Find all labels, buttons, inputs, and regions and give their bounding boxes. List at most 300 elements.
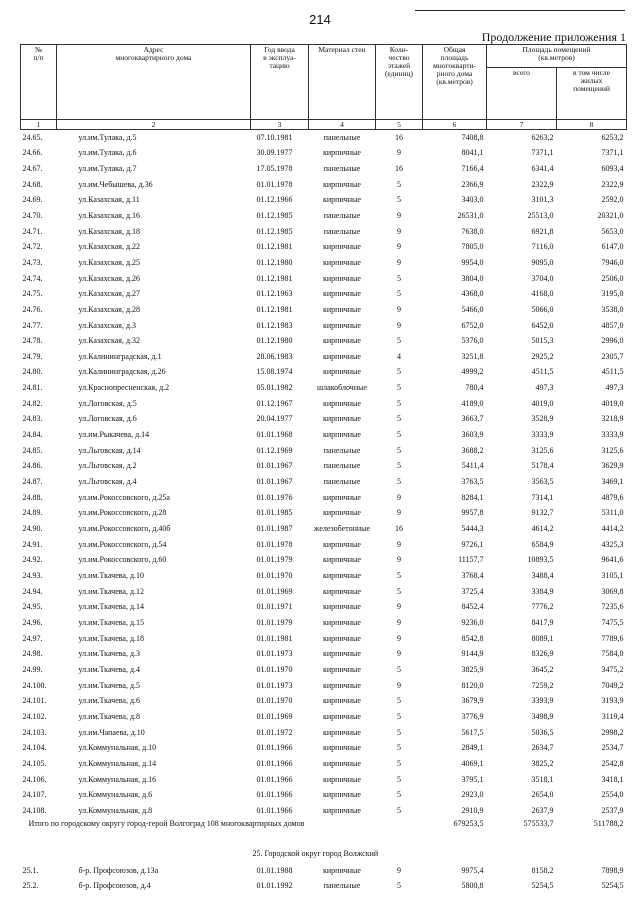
row-premises-area: 8417,9 — [531, 617, 554, 627]
row-address: ул.им.Ткачева, д.18 — [78, 633, 145, 643]
table-row — [21, 772, 627, 788]
row-number: 24.84. — [22, 430, 43, 440]
row-year: 01.01.1971 — [256, 602, 293, 612]
row-material: кирпичные — [323, 758, 361, 768]
row-premises-area: 9132,7 — [531, 508, 554, 518]
row-number: 24.104. — [22, 743, 47, 753]
row-living-area: 3538,0 — [601, 304, 624, 314]
row-year: 01.01.1972 — [256, 727, 293, 737]
row-floors: 9 — [397, 210, 401, 220]
header-address: Адрес многоквартирного дома — [57, 45, 251, 120]
row-living-area: 2305,7 — [601, 351, 624, 361]
row-floors: 9 — [397, 865, 401, 875]
row-number: 24.65. — [22, 132, 43, 142]
row-material: кирпичные — [323, 289, 361, 299]
row-material: кирпичные — [323, 571, 361, 580]
row-floors: 5 — [397, 273, 401, 283]
row-total-area: 3776,9 — [461, 711, 484, 721]
row-floors: 9 — [397, 492, 401, 502]
row-material: панельные — [323, 461, 361, 471]
row-premises-area: 6584,9 — [531, 539, 554, 549]
column-number: 2 — [57, 120, 251, 130]
row-address: ул.Логовская, д.5 — [78, 398, 137, 408]
row-total-area: 4999,2 — [461, 367, 484, 377]
row-year: 01.01.1966 — [256, 743, 293, 753]
row-address: ул.им.Рыкачева, д.14 — [78, 430, 150, 440]
row-total-area: 3795,1 — [461, 774, 484, 784]
row-address: ул.Казахская, д.27 — [78, 289, 141, 299]
row-material: кирпичные — [323, 586, 361, 596]
row-living-area: 3469,1 — [601, 477, 624, 487]
row-address: ул.Казахская, д.26 — [78, 273, 141, 283]
row-material: кирпичные — [323, 790, 361, 800]
row-total-area: 3804,0 — [461, 273, 484, 283]
table-row — [21, 662, 627, 678]
row-total-area: 9726,1 — [461, 539, 484, 549]
row-premises-area: 4614,2 — [531, 524, 554, 534]
row-premises-area: 7116,0 — [531, 242, 554, 252]
row-premises-area: 3384,9 — [531, 586, 554, 596]
row-floors: 5 — [397, 289, 401, 299]
row-number: 24.75. — [22, 289, 43, 299]
row-year: 01.12.1963 — [256, 289, 293, 299]
row-living-area: 4879,6 — [601, 492, 624, 502]
header-total: Общая площадь многокварти- рного дома (кв.метров) — [423, 45, 487, 120]
row-material: панельные — [323, 210, 361, 220]
table-row — [21, 365, 627, 381]
row-floors: 5 — [397, 881, 401, 891]
row-material: кирпичные — [323, 508, 361, 518]
district-header-row — [21, 845, 627, 863]
row-living-area: 2542,8 — [601, 758, 624, 768]
row-total-area: 9975,4 — [461, 865, 484, 875]
row-number: 24.93. — [22, 571, 43, 580]
row-year: 01.01.1979 — [256, 617, 293, 627]
row-premises-area: 3498,9 — [531, 711, 554, 721]
row-address: ул.Калининградская, д.26 — [78, 367, 166, 377]
row-material: кирпичные — [323, 367, 361, 377]
row-living-area: 4857,0 — [601, 320, 624, 330]
row-premises-area: 7371,1 — [531, 148, 554, 158]
row-floors: 5 — [397, 461, 401, 471]
row-number: 24.85. — [22, 445, 43, 455]
row-premises-area: 3528,9 — [531, 414, 554, 424]
row-year: 01.01.1969 — [256, 711, 293, 721]
row-premises-area: 4019,0 — [531, 398, 554, 408]
row-number: 24.77. — [22, 320, 43, 330]
row-floors: 9 — [397, 680, 401, 690]
row-address: ул.им.Ткачева, д.12 — [78, 586, 145, 596]
row-living-area: 4511,5 — [601, 367, 624, 377]
row-premises-area: 8158,2 — [531, 865, 554, 875]
row-year: 01.12.1981 — [256, 273, 293, 283]
row-premises-area: 3125,6 — [531, 445, 554, 455]
row-premises-area: 3393,9 — [531, 696, 554, 706]
row-number: 24.78. — [22, 336, 43, 346]
row-address: ул.им.Ткачева, д.8 — [78, 711, 141, 721]
row-address: ул.Краснопресненская, д.2 — [78, 383, 170, 393]
table-row — [21, 334, 627, 350]
table-row — [21, 506, 627, 522]
row-material: кирпичные — [323, 257, 361, 267]
table-row — [21, 521, 627, 537]
row-total-area: 2923,0 — [461, 790, 484, 800]
table-row — [21, 553, 627, 569]
table-row — [21, 741, 627, 757]
row-address: ул.Коммунальная, д.8 — [78, 805, 153, 815]
row-living-area: 4414,2 — [601, 524, 624, 534]
row-total-area: 3725,4 — [461, 586, 484, 596]
table-row — [21, 224, 627, 240]
row-number: 24.97. — [22, 633, 43, 643]
row-living-area: 6253,2 — [601, 132, 624, 142]
table-row — [21, 177, 627, 193]
row-year: 01.01.1968 — [256, 430, 293, 440]
row-number: 24.105. — [22, 758, 47, 768]
header-material: Материал стен — [309, 45, 376, 120]
row-premises-area: 3563,5 — [531, 477, 554, 487]
table-row — [21, 271, 627, 287]
row-premises-area: 8089,1 — [531, 633, 554, 643]
header-year: Год ввода в эксплуа- тацию — [251, 45, 309, 120]
row-premises-area: 10893,5 — [527, 555, 554, 565]
row-year: 28.06.1983 — [256, 351, 293, 361]
row-floors: 5 — [397, 195, 401, 205]
table-row — [21, 130, 627, 146]
row-number: 24.68. — [22, 179, 43, 189]
row-year: 01.01.1981 — [256, 633, 293, 643]
row-number: 24.67. — [22, 163, 43, 173]
row-address: ул.Льговская, д.14 — [78, 445, 141, 455]
table-row — [21, 287, 627, 303]
row-address: ул.им.Ткачева, д.10 — [78, 571, 145, 580]
row-premises-area: 3825,2 — [531, 758, 554, 768]
row-premises-area: 2654,0 — [531, 790, 554, 800]
row-year: 01.12.1980 — [256, 336, 293, 346]
row-floors: 5 — [397, 586, 401, 596]
row-material: панельные — [323, 226, 361, 236]
row-year: 01.12.1983 — [256, 320, 293, 330]
row-floors: 5 — [397, 398, 401, 408]
row-floors: 16 — [395, 163, 403, 173]
row-number: 24.76. — [22, 304, 43, 314]
header-num: № п/п — [21, 45, 57, 120]
row-material: кирпичные — [323, 711, 361, 721]
row-year: 01.01.1973 — [256, 680, 293, 690]
row-total-area: 9954,0 — [461, 257, 484, 267]
top-rule — [415, 10, 625, 11]
row-living-area: 3125,6 — [601, 445, 624, 455]
row-year: 01.01.1973 — [256, 649, 293, 659]
row-floors: 16 — [395, 524, 403, 534]
table-row — [21, 302, 627, 318]
row-total-area: 2910,9 — [461, 805, 484, 815]
row-year: 01.01.1976 — [256, 492, 293, 502]
row-living-area: 7049,2 — [601, 680, 624, 690]
row-address: ул.Казахская, д.32 — [78, 336, 141, 346]
row-year: 01.01.1978 — [256, 539, 293, 549]
row-premises-area: 3704,0 — [531, 273, 554, 283]
row-number: 24.82. — [22, 398, 43, 408]
row-number: 24.89. — [22, 508, 43, 518]
table-row — [21, 240, 627, 256]
row-premises-area: 6341,4 — [531, 163, 554, 173]
row-living-area: 2506,0 — [601, 273, 624, 283]
row-address: ул.Казахская, д.16 — [78, 210, 141, 220]
row-material: кирпичные — [323, 696, 361, 706]
column-number: 1 — [21, 120, 57, 130]
row-living-area: 497,3 — [605, 383, 624, 393]
row-address: ул.им.Ткачева, д.5 — [78, 680, 141, 690]
row-material: кирпичные — [323, 649, 361, 659]
row-total-area: 8041,1 — [461, 148, 484, 158]
table-row — [21, 459, 627, 475]
row-address: ул.Казахская, д.18 — [78, 226, 141, 236]
row-living-area: 2322,9 — [601, 179, 624, 189]
row-material: кирпичные — [323, 320, 361, 330]
table-row — [21, 647, 627, 663]
row-address: ул.Коммунальная, д.16 — [78, 774, 157, 784]
table-row — [21, 490, 627, 506]
row-living-area: 3119,4 — [601, 711, 624, 721]
row-address: ул.им.Тулака, д.7 — [78, 163, 137, 173]
row-number: 24.106. — [22, 774, 47, 784]
row-year: 01.12.1969 — [256, 445, 293, 455]
row-floors: 5 — [397, 414, 401, 424]
row-total-area: 3403,0 — [461, 195, 484, 205]
row-material: кирпичные — [323, 492, 361, 502]
row-material: кирпичные — [323, 743, 361, 753]
row-premises-area: 2634,7 — [531, 743, 554, 753]
row-floors: 9 — [397, 148, 401, 158]
row-year: 01.01.1978 — [256, 179, 293, 189]
table-row — [21, 584, 627, 600]
row-material: панельные — [323, 163, 361, 173]
row-premises-area: 3518,1 — [531, 774, 554, 784]
row-address: б-р. Профсоюзов, д.4 — [78, 881, 151, 891]
row-address: ул.им.Рокоссовского, д.54 — [78, 539, 167, 549]
subtotal-row — [21, 819, 627, 845]
row-year: 30.09.1977 — [256, 148, 293, 158]
row-address: ул.Коммунальная, д.10 — [78, 743, 157, 753]
row-premises-area: 3333,9 — [531, 430, 554, 440]
row-total-area: 5800,8 — [461, 881, 484, 891]
row-living-area: 7584,0 — [601, 649, 624, 659]
row-living-area: 2996,0 — [601, 336, 624, 346]
row-total-area: 4368,0 — [461, 289, 484, 299]
row-total-area: 7408,8 — [461, 132, 484, 142]
district-header: 25. Городской округ город Волжский — [252, 848, 379, 858]
row-floors: 9 — [397, 555, 401, 565]
row-premises-area: 7776,2 — [531, 602, 554, 612]
row-year: 01.01.1979 — [256, 555, 293, 565]
row-floors: 5 — [397, 367, 401, 377]
row-premises-area: 3645,2 — [531, 664, 554, 674]
row-total-area: 5617,5 — [461, 727, 484, 737]
row-premises-area: 3488,4 — [531, 571, 554, 580]
row-material: кирпичные — [323, 304, 361, 314]
row-floors: 5 — [397, 758, 401, 768]
row-floors: 9 — [397, 508, 401, 518]
row-total-area: 9957,8 — [461, 508, 484, 518]
header-living: в том числе жилых помещений — [557, 68, 627, 120]
row-address: ул.им.Тулака, д.5 — [78, 132, 137, 142]
row-living-area: 2554,0 — [601, 790, 624, 800]
row-material: кирпичные — [323, 414, 361, 424]
row-premises-area: 5254,5 — [531, 881, 554, 891]
row-number: 24.96. — [22, 617, 43, 627]
table-row — [21, 879, 627, 895]
row-premises-area: 7314,1 — [531, 492, 554, 502]
row-material: кирпичные — [323, 430, 361, 440]
row-living-area: 20321,0 — [597, 210, 624, 220]
row-living-area: 5653,0 — [601, 226, 624, 236]
table-row — [21, 631, 627, 647]
row-living-area: 5254,5 — [601, 881, 624, 891]
row-address: ул.им.Ткачева, д.14 — [78, 602, 145, 612]
row-material: кирпичные — [323, 195, 361, 205]
row-total-area: 6752,0 — [461, 320, 484, 330]
row-total-area: 3679,9 — [461, 696, 484, 706]
row-year: 01.01.1966 — [256, 774, 293, 784]
row-number: 24.90. — [22, 524, 43, 534]
row-material: кирпичные — [323, 273, 361, 283]
row-total-area: 3825,9 — [461, 664, 484, 674]
column-number: 5 — [376, 120, 423, 130]
row-material: шлакоблочные — [316, 383, 368, 393]
table-row — [21, 443, 627, 459]
row-living-area: 3333,9 — [601, 430, 624, 440]
row-material: кирпичные — [323, 179, 361, 189]
row-address: ул.Казахская, д.28 — [78, 304, 141, 314]
column-number: 3 — [251, 120, 309, 130]
header-premises: Площадь помещений (кв.метров) — [487, 45, 627, 68]
row-living-area: 3195,0 — [601, 289, 624, 299]
row-total-area: 780,4 — [465, 383, 484, 393]
row-premises-area: 2925,2 — [531, 351, 554, 361]
row-living-area: 4325,3 — [601, 539, 624, 549]
row-address: ул.им.Рокоссовского, д.60 — [78, 555, 167, 565]
row-total-area: 3251,8 — [461, 351, 484, 361]
table-row — [21, 474, 627, 490]
row-material: кирпичные — [323, 555, 361, 565]
row-floors: 9 — [397, 304, 401, 314]
table-row — [21, 537, 627, 553]
row-year: 01.12.1985 — [256, 210, 293, 220]
table-row — [21, 863, 627, 879]
row-total-area: 3763,5 — [461, 477, 484, 487]
row-floors: 9 — [397, 617, 401, 627]
row-material: кирпичные — [323, 336, 361, 346]
row-year: 01.01.1969 — [256, 586, 293, 596]
table-row — [21, 756, 627, 772]
continuation-label: Продолжение приложения 1 — [481, 30, 626, 44]
row-address: ул.Калининградская, д.1 — [78, 351, 162, 361]
row-material: панельные — [323, 445, 361, 455]
row-year: 01.01.1966 — [256, 805, 293, 815]
table-row — [21, 208, 627, 224]
row-living-area: 3193,9 — [601, 696, 624, 706]
table-row — [21, 694, 627, 710]
row-address: ул.Логовская, д.6 — [78, 414, 137, 424]
row-living-area: 2534,7 — [601, 743, 624, 753]
column-number: 7 — [487, 120, 557, 130]
table-row — [21, 788, 627, 804]
row-floors: 9 — [397, 242, 401, 252]
row-year: 01.01.1988 — [256, 865, 293, 875]
row-address: ул.им.Тулака, д.6 — [78, 148, 137, 158]
row-premises-area: 4168,0 — [531, 289, 554, 299]
table-row — [21, 600, 627, 616]
row-total-area: 11157,7 — [458, 555, 484, 565]
table-row — [21, 349, 627, 365]
row-living-area: 7789,6 — [601, 633, 624, 643]
row-total-area: 8120,0 — [461, 680, 484, 690]
row-premises-area: 6263,2 — [531, 132, 554, 142]
table-row — [21, 615, 627, 631]
table-row — [21, 803, 627, 819]
row-address: ул.им.Рокоссовского, д.40б — [78, 524, 171, 534]
row-number: 24.91. — [22, 539, 43, 549]
table-row — [21, 568, 627, 584]
row-address: ул.Казахская, д.11 — [78, 195, 140, 205]
row-living-area: 7475,5 — [601, 617, 624, 627]
row-total-area: 3768,4 — [461, 571, 484, 580]
row-material: кирпичные — [323, 633, 361, 643]
subtotal-label: Итого по городскому округу город-герой Волгоград 108 многоквартирных домов — [28, 818, 305, 828]
table-row — [21, 396, 627, 412]
row-address: б-р. Профсоюзов, д.13а — [78, 865, 159, 875]
row-year: 01.01.1970 — [256, 664, 293, 674]
row-year: 01.01.1966 — [256, 758, 293, 768]
row-address: ул.Льговская, д.4 — [78, 477, 137, 487]
row-floors: 5 — [397, 696, 401, 706]
page-number: 214 — [309, 12, 331, 27]
row-premises-area: 5178,4 — [531, 461, 554, 471]
row-address: ул.Казахская, д.22 — [78, 242, 141, 252]
row-total-area: 4189,0 — [461, 398, 484, 408]
row-address: ул.им.Ткачева, д.6 — [78, 696, 141, 706]
row-living-area: 7235,6 — [601, 602, 624, 612]
row-number: 24.108. — [22, 805, 47, 815]
row-floors: 5 — [397, 727, 401, 737]
column-number: 6 — [423, 120, 487, 130]
row-year: 01.01.1987 — [256, 524, 293, 534]
row-living-area: 9641,6 — [601, 555, 624, 565]
table-row — [21, 193, 627, 209]
row-floors: 9 — [397, 226, 401, 236]
row-premises-area: 6921,8 — [531, 226, 554, 236]
row-total-area: 9236,0 — [461, 617, 484, 627]
row-number: 24.107. — [22, 790, 47, 800]
row-number: 24.72. — [22, 242, 43, 252]
row-total-area: 8284,1 — [461, 492, 484, 502]
row-living-area: 3218,9 — [601, 414, 624, 424]
row-floors: 9 — [397, 320, 401, 330]
row-total-area: 2849,1 — [461, 743, 484, 753]
table-row — [21, 725, 627, 741]
row-total-area: 3688,2 — [461, 445, 484, 455]
row-material: кирпичные — [323, 398, 361, 408]
row-address: ул.им.Ткачева, д.15 — [78, 617, 145, 627]
row-material: кирпичные — [323, 805, 361, 815]
row-number: 24.88. — [22, 492, 43, 502]
row-floors: 5 — [397, 571, 401, 580]
row-address: ул.им.Ткачева, д.3 — [78, 649, 141, 659]
row-total-area: 7805,0 — [461, 242, 484, 252]
row-premises-area: 5066,0 — [531, 304, 554, 314]
row-premises-area: 8326,9 — [531, 649, 554, 659]
